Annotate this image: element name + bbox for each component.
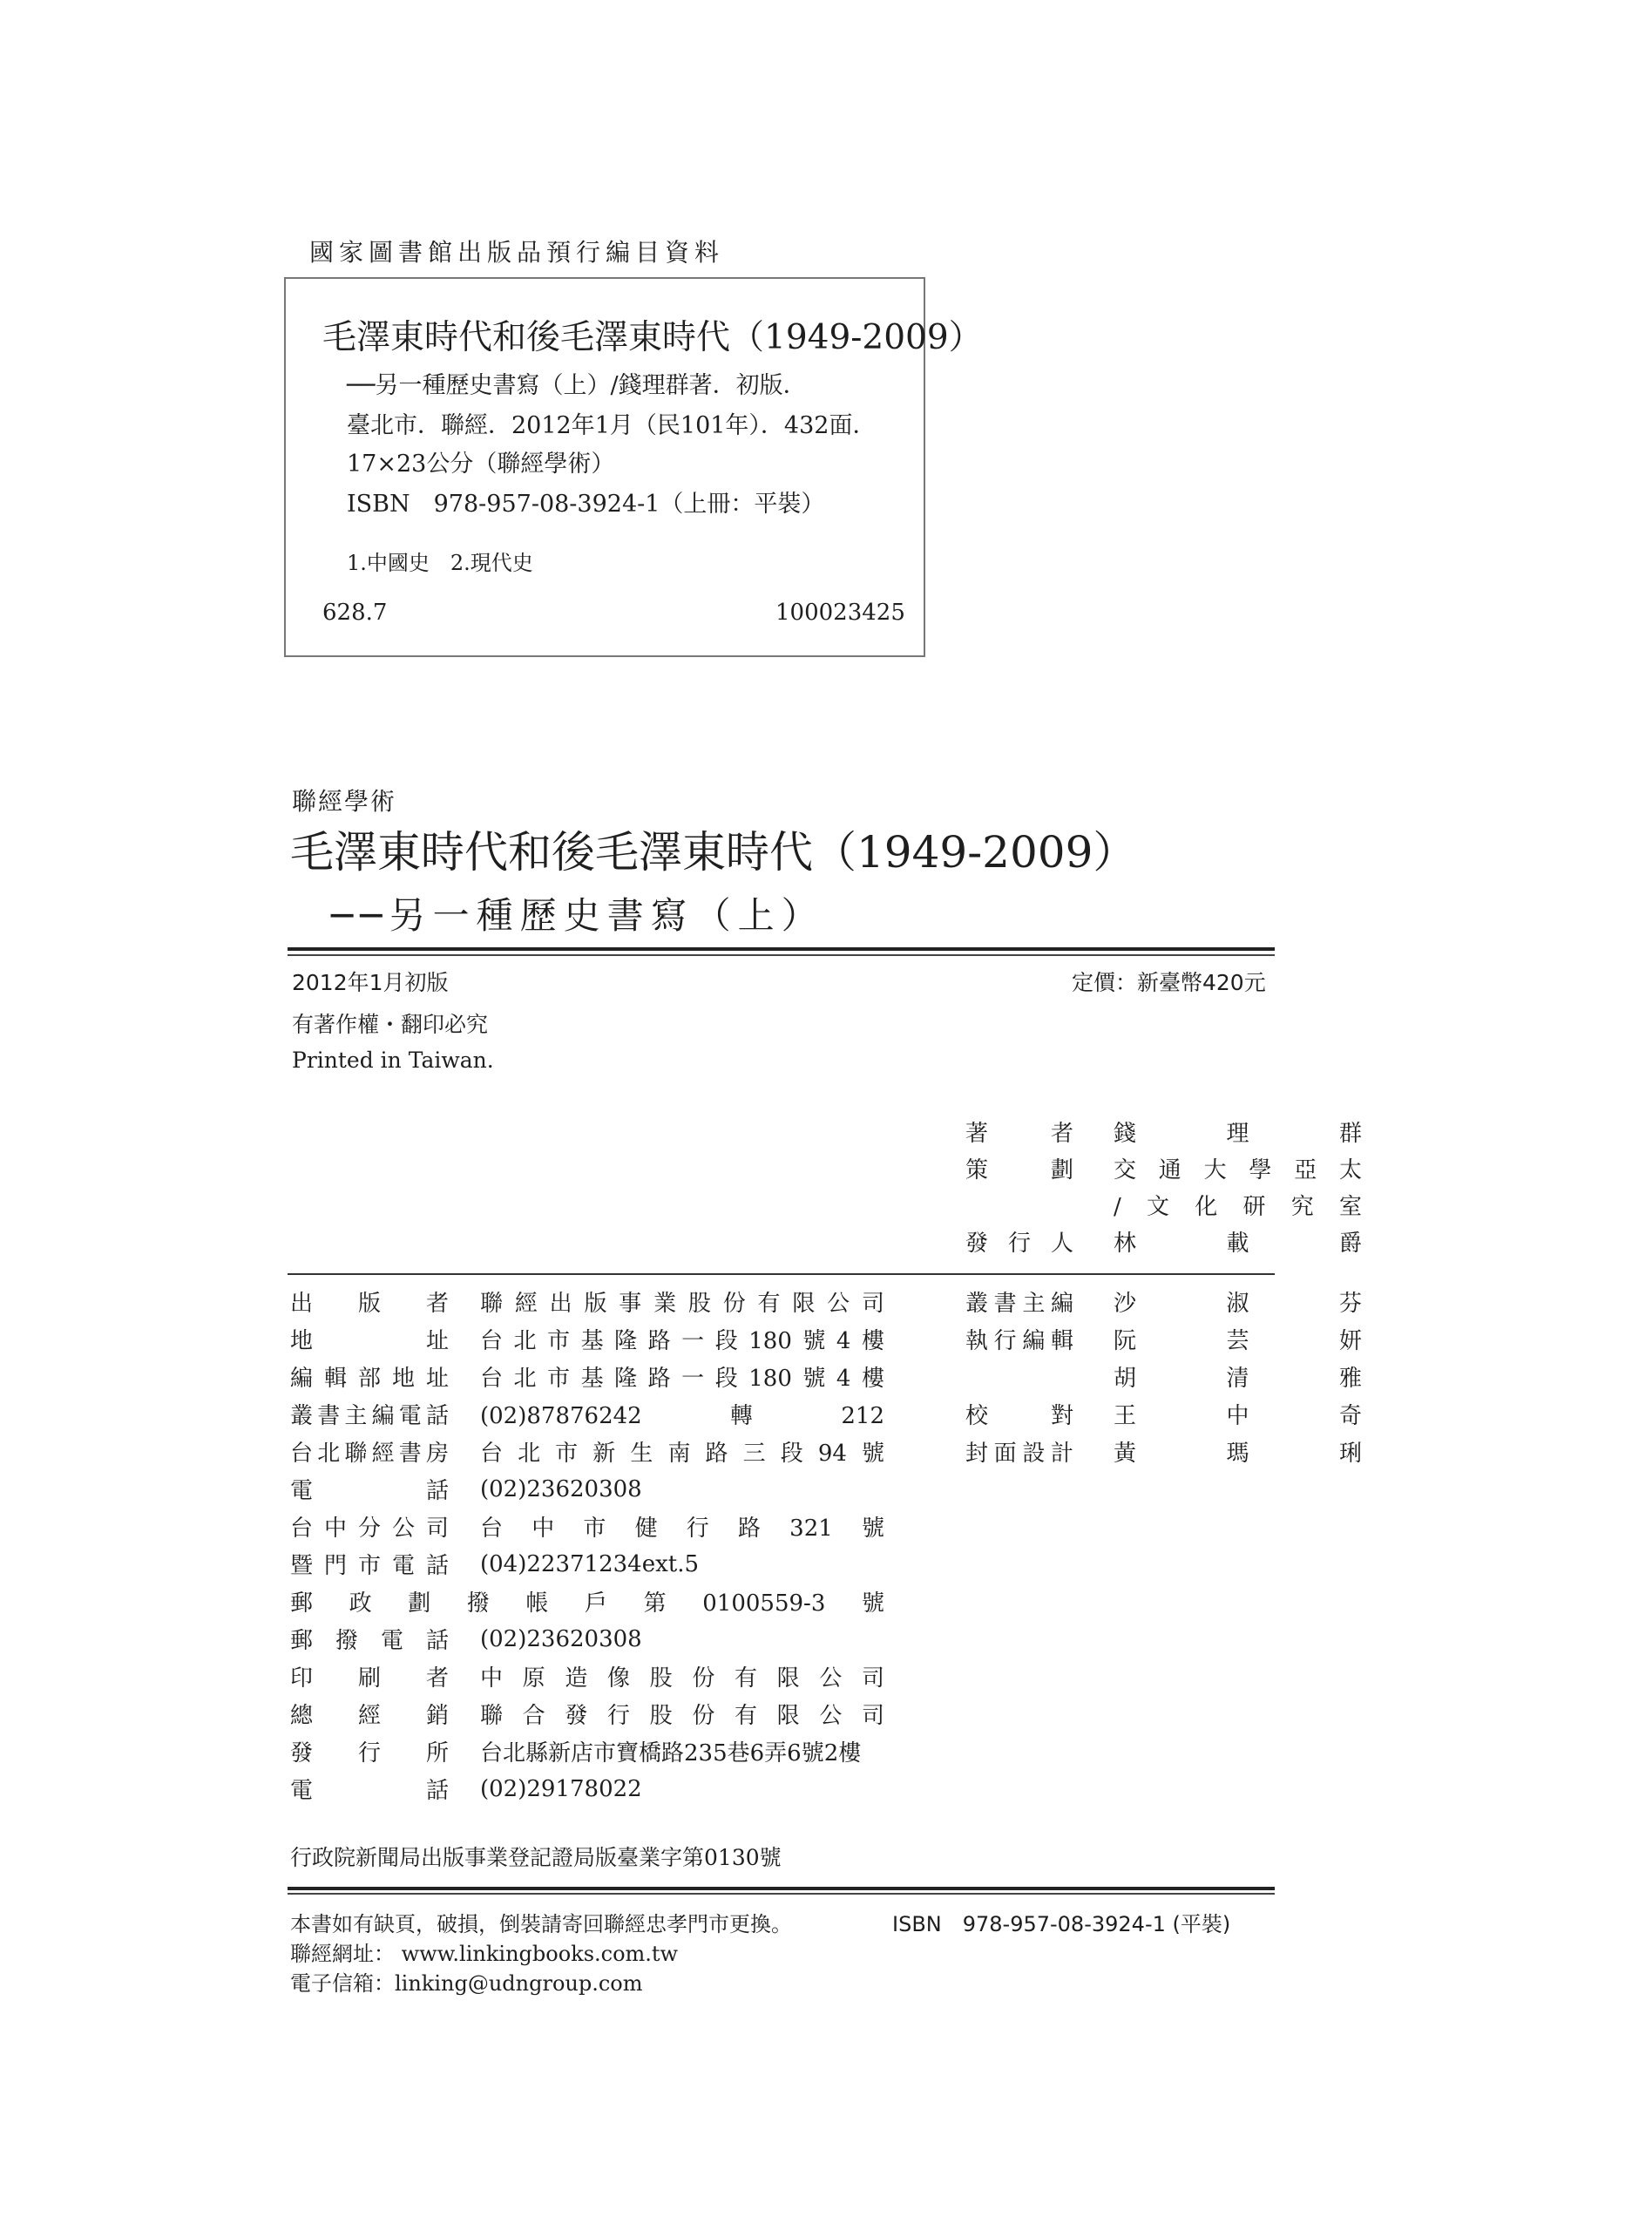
return-note: 本書如有缺頁，破損，倒裝請寄回聯經忠孝門市更換。 [290,1912,792,1936]
registration-number: 行政院新聞局出版事業登記證局版臺業字第0130號 [290,1845,782,1870]
credit-role: 策劃 [965,1156,1073,1183]
editor-name: 王中奇 [1114,1403,1362,1429]
pub-value: 台北縣新店市寶橋路235巷6弄6號2樓 [480,1740,862,1766]
editor-row [965,1283,1362,1320]
editor-row [965,1358,1362,1395]
pub-row [290,1508,884,1545]
website-link[interactable]: 聯經網址： www.linkingbooks.com.tw [290,1942,679,1966]
printed-in: Printed in Taiwan. [292,1048,494,1073]
pub-value: (04)22371234ext.5 [480,1550,700,1577]
pub-key: 地址 [290,1328,449,1354]
pub-value: 台北市基隆路一段180號4樓 [480,1366,884,1392]
editor-name: 阮芸妍 [1114,1328,1362,1354]
pub-value: (02)87876242轉212 [480,1403,884,1429]
pub-row [290,1545,884,1583]
pub-value: 台北市新生南路三段94號 [480,1441,884,1467]
credit-name: 林載爵 [1114,1230,1362,1257]
pub-key: 印刷者 [290,1665,449,1692]
pub-value: 中原造像股份有限公司 [480,1665,884,1692]
pub-row [290,1658,884,1695]
book-subtitle: ──另一種歷史書寫（上） [331,894,825,937]
pub-key: 暨門市電話 [290,1553,449,1579]
credit-row [965,1186,1362,1223]
series-name: 聯經學術 [292,787,397,816]
pub-row [290,1620,884,1658]
editors-list [965,1283,1362,1470]
pub-row [290,1583,884,1620]
price: 定價：新臺幣420元 [1072,970,1266,995]
cip-subjects: 1.中國史 2.現代史 [347,551,533,575]
editor-role: 封面設計 [965,1441,1073,1467]
pub-row [290,1433,884,1470]
email-link[interactable]: 電子信箱：linking@udngroup.com [290,1971,643,1996]
pub-row [290,1395,884,1433]
pub-key: 台中分公司 [290,1516,449,1542]
section-rule [288,1273,1275,1275]
pub-key: 總經銷 [290,1703,449,1729]
pub-value: (02)23620308 [480,1625,642,1652]
editor-row [965,1395,1362,1433]
footer-isbn: ISBN 978-957-08-3924-1 (平裝) [892,1912,1231,1936]
pub-value: 台北市基隆路一段180號4樓 [480,1328,884,1354]
editor-row [965,1433,1362,1470]
publisher-info [290,1283,884,1807]
edition-date: 2012年1月初版 [292,970,449,995]
editor-role: 校對 [965,1403,1073,1429]
pub-value: 聯經出版事業股份有限公司 [480,1291,884,1317]
credit-row [965,1149,1362,1186]
credit-name: /文化研究室 [1114,1193,1362,1220]
credit-row [965,1113,1362,1149]
footer-rule-thin [288,1893,1275,1895]
pub-row [290,1320,884,1358]
cip-record-number: 100023425 [775,600,905,626]
title-rule-thick [288,947,1275,951]
credit-row [965,1223,1362,1259]
editor-role: 叢書主編 [965,1291,1073,1317]
cip-title: 毛澤東時代和後毛澤東時代（1949-2009） [322,318,983,357]
pub-row [290,1770,884,1807]
pub-row [290,1358,884,1395]
pub-key: 叢書主編電話 [290,1403,449,1429]
cip-line-2: 臺北市．聯經．2012年1月（民101年）．432面． [347,412,877,439]
editor-role: 執行編輯 [965,1328,1073,1354]
editor-row [965,1320,1362,1358]
pub-row [290,1283,884,1320]
title-rule-thin [288,954,1275,956]
pub-row [290,1733,884,1770]
pub-key: 郵政劃撥帳戶第0100559-3號 [290,1590,884,1617]
credit-name: 錢理群 [1114,1120,1362,1147]
pub-row [290,1695,884,1733]
footer-rule-thick [288,1887,1275,1890]
cip-isbn: ISBN 978-957-08-3924-1（上冊：平裝） [347,491,825,518]
cip-classification: 628.7 [322,600,388,626]
pub-value: (02)29178022 [480,1775,642,1802]
credit-role: 發行人 [965,1230,1073,1257]
pub-key: 台北聯經書房 [290,1441,449,1467]
pub-row [290,1470,884,1508]
book-title: 毛澤東時代和後毛澤東時代（1949-2009） [290,827,1137,878]
copyright-notice: 有著作權・翻印必究 [292,1012,489,1037]
pub-value: (02)23620308 [480,1475,642,1502]
pub-key: 電話 [290,1478,449,1504]
pub-key: 發行所 [290,1740,449,1766]
pub-key: 郵撥電話 [290,1628,449,1654]
pub-value: 台中市健行路321號 [480,1516,884,1542]
editor-name: 沙淑芬 [1114,1291,1362,1317]
editor-name: 胡清雅 [1114,1366,1362,1392]
credits-list [965,1113,1362,1259]
pub-key: 出版者 [290,1291,449,1317]
pub-value: 聯合發行股份有限公司 [480,1703,884,1729]
pub-key: 電話 [290,1778,449,1804]
cip-line-1: ──另一種歷史書寫（上）/錢理群著．初版． [347,372,807,399]
pub-key: 編輯部地址 [290,1366,449,1392]
credit-role: 著者 [965,1120,1073,1147]
editor-name: 黃瑪琍 [1114,1441,1362,1467]
cip-heading: 國家圖書館出版品預行編目資料 [309,238,725,267]
credit-name: 交通大學亞太 [1114,1156,1362,1183]
cip-line-3: 17×23公分（聯經學術） [347,451,615,478]
